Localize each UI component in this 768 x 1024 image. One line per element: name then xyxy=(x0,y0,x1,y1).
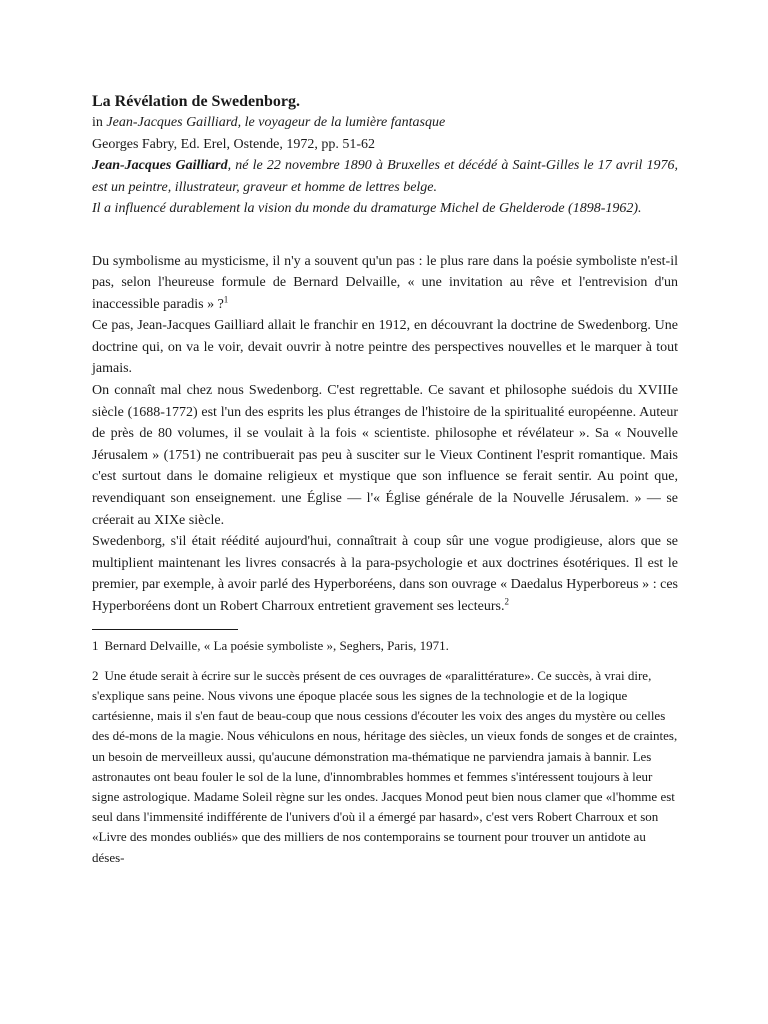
footnote-ref-1: 1 xyxy=(223,294,229,305)
footnote-1 xyxy=(92,636,678,656)
footnote-2-text: Une étude serait à écrire sur le succès présent de ces ouvrages de «paralittérature». Ce succès, à vrai dire, s'explique sans peine. Nous vivons une époque placée sous les signes de la technologie et de la logique cartésienne, mais il s'en faut de beau-coup que nous cessions d'écouter les voix des anges du mystère ou celles des dé-mons de la magie. Nous véhiculons en nous, héritage des siècles, un vieux fonds de songes et de craintes, un besoin de merveilleux aussi, qu'aucune démonstration ma-thématique ne parviendra jamais à bannir. Les astronautes ont beau fouler le sol de la lune, d'innombrables hommes et femmes s'intéressent toujours à leur signe astrologique. Madame Soleil règne sur les ondes. Jacques Monod peut bien nous clamer que «l'homme est seul dans l'immensité indifférente de l'univers d'où il a émergé par hasard», c'est vers Robert Charroux et son «Livre des mondes oubliés» que des milliers de nos contemporains se tournent pour trouver un antidote au déses- xyxy=(92,667,678,865)
source-prefix: in xyxy=(92,115,107,130)
influence-paragraph: Il a influencé durablement la vision du monde du dramaturge Michel de Ghelderode (1898-1962). xyxy=(92,201,642,216)
document-title: La Révélation de Swedenborg. xyxy=(92,93,300,110)
footnote-separator xyxy=(92,629,238,630)
publisher-line: Georges Fabry, Ed. Erel, Ostende, 1972, pp. 51-62 xyxy=(92,136,376,152)
bio-name: Jean-Jacques Gailliard xyxy=(92,158,228,173)
bio-paragraph xyxy=(92,155,678,198)
section-gap xyxy=(92,220,678,251)
paragraph-4 xyxy=(92,531,678,617)
footnote-ref-2: 2 xyxy=(504,596,509,607)
source-line xyxy=(92,112,678,134)
document-content xyxy=(92,92,678,868)
footnote-2 xyxy=(92,666,678,868)
footnote-1-text: Bernard Delvaille, « La poésie symboliste », Seghers, Paris, 1971. xyxy=(104,637,449,653)
footnote-2-number: 2 xyxy=(92,667,99,683)
bio-text: , né le 22 novembre 1890 à Bruxelles et décédé à Saint-Gilles le 17 avril 1976, est un peintre, illustrateur, graveur et homme de lettres belge. xyxy=(92,158,678,195)
source-title: Jean-Jacques Gailliard, le voyageur de la lumière fantasque xyxy=(106,115,446,130)
paragraph-3: On connaît mal chez nous Swedenborg. C'est regrettable. Ce savant et philosophe suédois du XVIIIe siècle (1688-1772) est l'un des esprits les plus étranges de l'histoire de la spiritualité européenne. Auteur de près de 80 volumes, il se voulait à la fois « scientiste. philosophe et révélateur ». Sa « Nouvelle Jérusalem » (1751) ne contribuerait pas peu à susciter sur le Vieux Continent l'esprit romantique. Mais c'est surtout dans le domaine religieux et mystique que son influence se ferait sentir. Au point que, revendiquant son enseignement. une Église — l'« Église générale de la Nouvelle Jérusalem. » — se créerait au XIXe siècle. xyxy=(92,383,678,528)
paragraph-1 xyxy=(92,251,678,316)
paragraph-2: Ce pas, Jean-Jacques Gailliard allait le franchir en 1912, en découvrant la doctrine de Swedenborg. Une doctrine qui, on va le voir, devait ouvrir à notre peintre des perspectives nouvelles et le marquer à tout jamais. xyxy=(92,318,678,377)
paragraph-1-text: Du symbolisme au mysticisme, il n'y a souvent qu'un pas : le plus rare dans la poésie symboliste n'est-il pas, selon l'heureuse formule de Bernard Delvaille, « une invitation au rêve et l'entrevision d'un inaccessible paradis » ? xyxy=(92,253,678,312)
paragraph-4-text: Swedenborg, s'il était réédité aujourd'hui, connaîtrait à coup sûr une vogue prodigieuse, alors que se multiplient maintenant les livres consacrés à la para-psychologie et aux doctrines ésotériques. Il est le premier, par exemple, à avoir parlé des Hyperboréens, dans son ouvrage « Daedalus Hyperboreus » : ces Hyperboréens dont un Robert Charroux entretient gravement ses lecteurs. xyxy=(92,534,678,614)
footnote-1-number: 1 xyxy=(92,637,99,653)
